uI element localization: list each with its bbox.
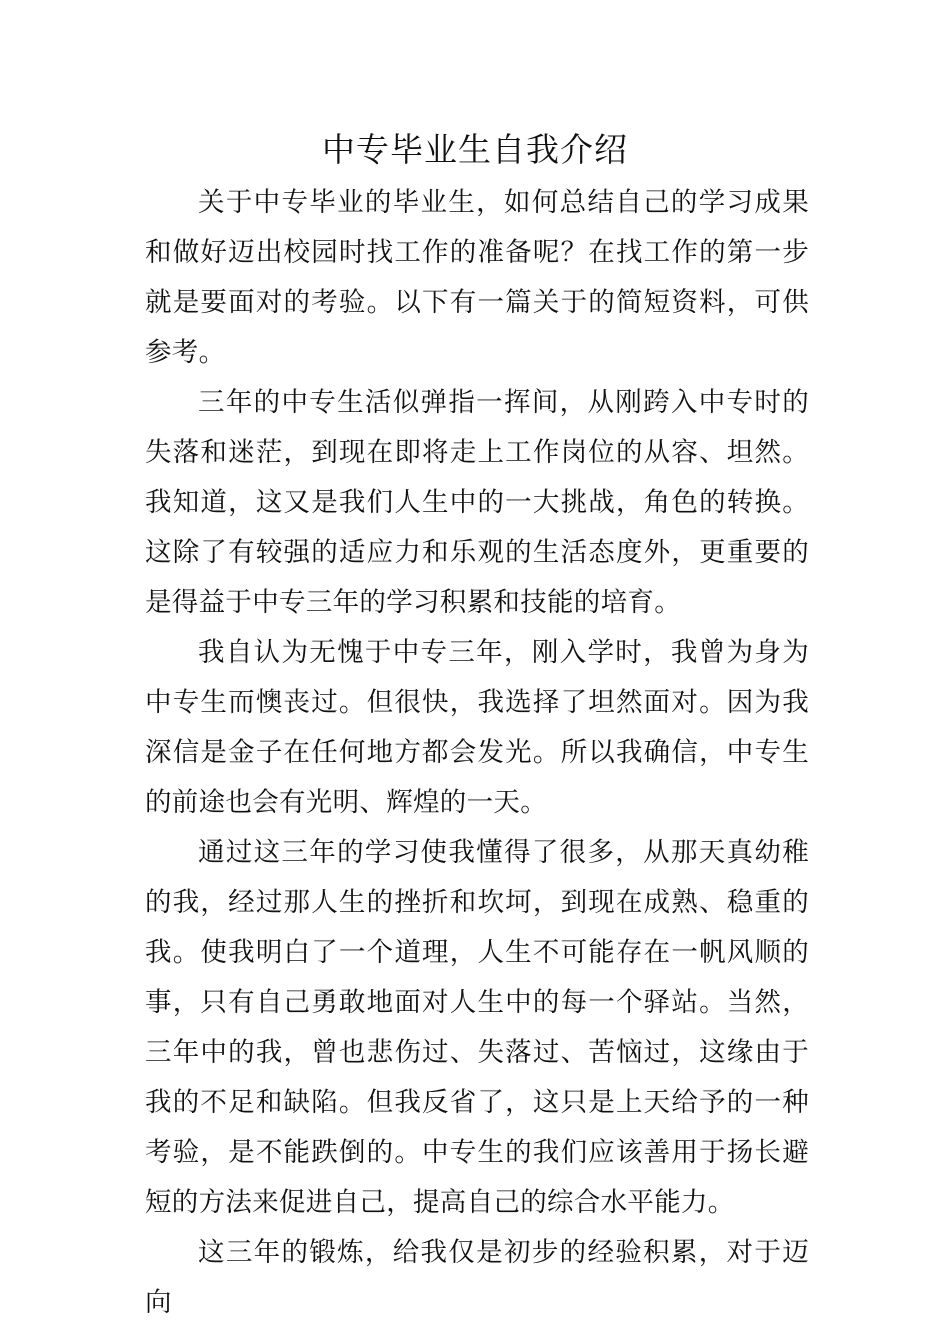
paragraph-three-years: 三年的中专生活似弹指一挥间，从刚跨入中专时的失落和迷茫，到现在即将走上工作岗位的从容、坦然。我知道，这又是我们人生中的一大挑战，角色的转换。这除了有较强的适应力和乐观的生活态度外，更重要的是得益于中专三年的学习积累和技能的培育。	[145, 387, 809, 618]
document-title: 中专毕业生自我介绍	[322, 130, 628, 169]
paragraph-intro: 关于中专毕业的毕业生，如何总结自己的学习成果和做好迈出校园时找工作的准备呢？在找工作的第一步就是要面对的考验。以下有一篇关于的简短资料，可供参考。	[145, 187, 809, 368]
paragraph-experience: 这三年的锻炼，给我仅是初步的经验积累，对于迈向	[145, 1237, 809, 1318]
document-body	[145, 178, 809, 1328]
paragraph-self-assessment: 我自认为无愧于中专三年，刚入学时，我曾为身为中专生而懊丧过。但很快，我选择了坦然面对。因为我深信是金子在任何地方都会发光。所以我确信，中专生的前途也会有光明、辉煌的一天。	[145, 637, 809, 818]
paragraph-lessons: 通过这三年的学习使我懂得了很多，从那天真幼稚的我，经过那人生的挫折和坎坷，到现在成熟、稳重的我。使我明白了一个道理，人生不可能存在一帆风顺的事，只有自己勇敢地面对人生中的每一个驿站。当然，三年中的我，曾也悲伤过、失落过、苦恼过，这缘由于我的不足和缺陷。但我反省了，这只是上天给予的一种考验，是不能跌倒的。中专生的我们应该善用于扬长避短的方法来促进自己，提高自己的综合水平能力。	[145, 837, 809, 1218]
